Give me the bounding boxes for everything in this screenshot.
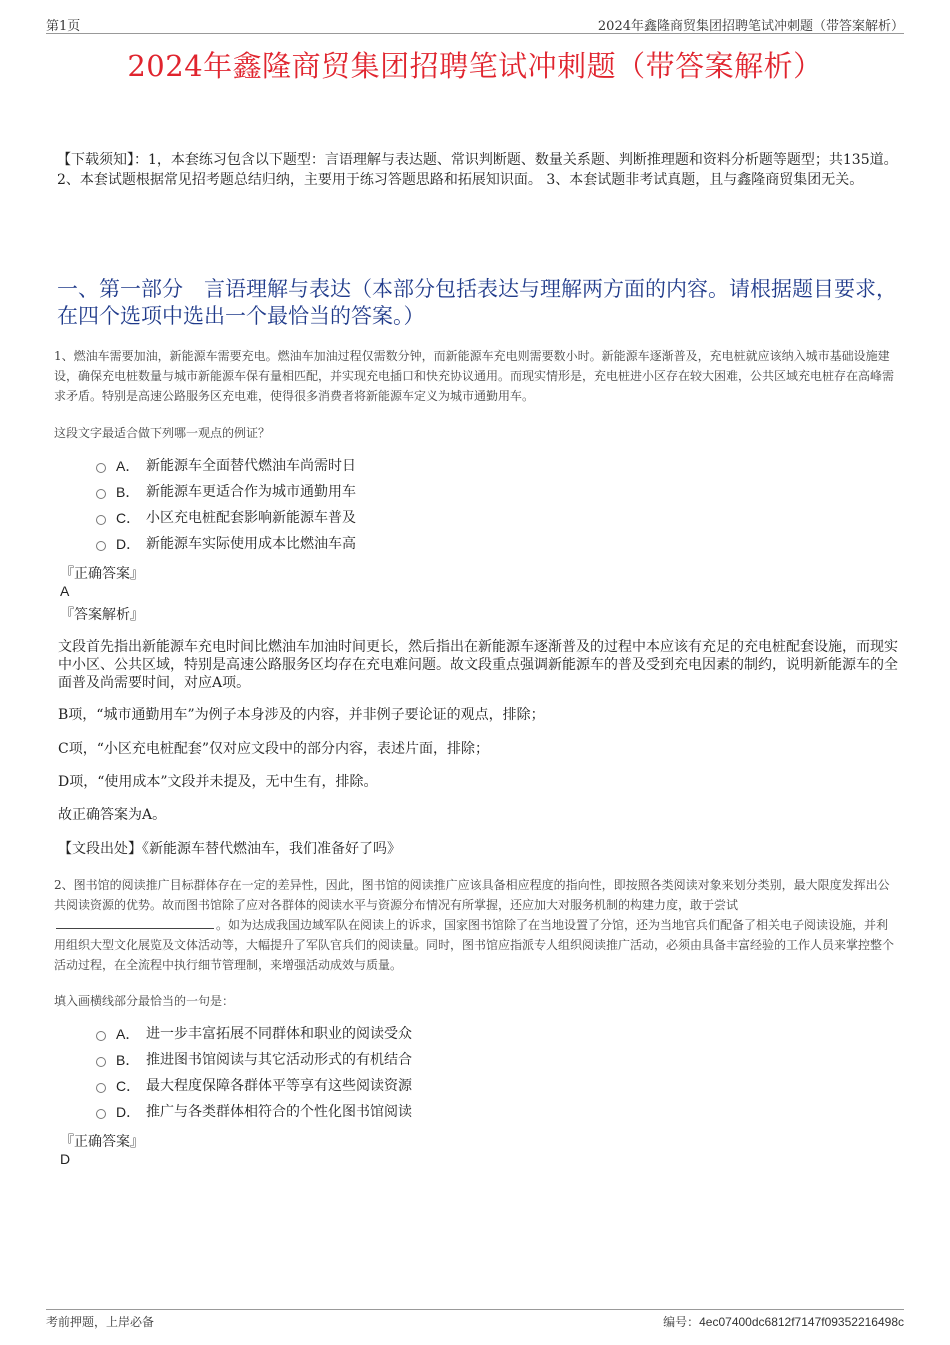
option-letter: B． xyxy=(116,1052,140,1068)
analysis-label: 『答案解析』 xyxy=(60,607,144,623)
option-text: 新能源车更适合作为城市通勤用车 xyxy=(146,484,356,500)
code-label: 编号： xyxy=(663,1315,700,1329)
footer-divider xyxy=(46,1309,904,1310)
page-number: 第1页 xyxy=(46,19,81,34)
download-notice: 【下载须知】：1，本套练习包含以下题型：言语理解与表达题、常识判断题、数量关系题、判断推理题和资料分析题等题型；共135道。 2、本套试题根据常见招考题总结归纳，主要用于练习答题思路和拓展知识面。 3、本套试题非考试真题，且与鑫隆商贸集团无关。 xyxy=(57,152,898,188)
option-text: 新能源车全面替代燃油车尚需时日 xyxy=(146,458,356,474)
header-doc-title: 2024年鑫隆商贸集团招聘笔试冲刺题（带答案解析） xyxy=(597,19,904,34)
document-title: 2024年鑫隆商贸集团招聘笔试冲刺题（带答案解析） xyxy=(127,49,823,83)
answer-label: 『正确答案』 xyxy=(60,566,144,582)
radio-icon[interactable] xyxy=(96,1057,106,1067)
question-1-text: 1、燃油车需要加油，新能源车需要充电。燃油车加油过程仅需数分钟，而新能源车充电则需要数小时。新能源车逐渐普及，充电桩就应该纳入城市基础设施建设，确保充电桩数量与城市新能源车保有量相匹配，并实现充电插口和快充协议通用。而现实情形是，充电桩进小区存在较大困难，公共区域充电桩存在高峰需求矛盾。特别是高速公路服务区充电难，使得很多消费者将新能源车定义为城市通勤用车。 xyxy=(54,349,895,403)
radio-icon[interactable] xyxy=(96,515,106,525)
option-letter: C． xyxy=(116,1078,141,1094)
footer-slogan: 考前押题，上岸必备 xyxy=(46,1315,155,1329)
option-text: 推进图书馆阅读与其它活动形式的有机结合 xyxy=(146,1052,412,1068)
option-b[interactable] xyxy=(96,1047,412,1073)
option-text: 小区充电桩配套影响新能源车普及 xyxy=(146,510,356,526)
section-heading: 一、第一部分 言语理解与表达（本部分包括表达与理解两方面的内容。请根据题目要求，在四个选项中选出一个最恰当的答案。） xyxy=(57,277,897,328)
option-text: 推广与各类群体相符合的个性化图书馆阅读 xyxy=(146,1104,412,1120)
analysis-conclusion: 故正确答案为A。 xyxy=(58,807,167,823)
fill-in-blank xyxy=(56,916,214,929)
option-text: 新能源车实际使用成本比燃油车高 xyxy=(146,536,356,552)
footer-code xyxy=(663,1313,904,1330)
analysis-paragraph: B项，“城市通勤用车”为例子本身涉及的内容，并非例子要论证的观点，排除； xyxy=(58,707,545,723)
question-1-prompt: 这段文字最适合做下列哪一观点的例证？ xyxy=(54,426,271,440)
correct-answer: A xyxy=(60,583,70,599)
text-source: 【文段出处】《新能源车替代燃油车，我们准备好了吗》 xyxy=(58,841,401,857)
radio-icon[interactable] xyxy=(96,489,106,499)
option-letter: B． xyxy=(116,484,140,500)
option-d[interactable] xyxy=(96,531,356,557)
option-letter: C． xyxy=(116,510,141,526)
header-divider xyxy=(46,33,904,34)
radio-icon[interactable] xyxy=(96,1109,106,1119)
option-d[interactable] xyxy=(96,1099,412,1125)
radio-icon[interactable] xyxy=(96,1083,106,1093)
option-b[interactable] xyxy=(96,479,356,505)
code-value: 4ec07400dc6812f7147f09352216498c xyxy=(699,1315,904,1329)
question-2-text xyxy=(54,875,899,975)
option-a[interactable] xyxy=(96,453,356,479)
option-letter: D． xyxy=(116,1104,141,1120)
option-letter: A． xyxy=(116,1026,140,1042)
option-letter: A． xyxy=(116,458,140,474)
question-2-options xyxy=(96,1021,412,1125)
option-text: 最大程度保障各群体平等享有这些阅读资源 xyxy=(146,1078,412,1094)
question-2-text-before: 2、图书馆的阅读推广目标群体存在一定的差异性，因此，图书馆的阅读推广应该具备相应程度的指向性，即按照各类阅读对象来划分类别，最大限度发挥出公共阅读资源的优势。故而图书馆除了应对各群体的阅读水平与资源分布情况有所掌握，还应加大对服务机制的构建力度，敢于尝试 xyxy=(54,878,890,912)
radio-icon[interactable] xyxy=(96,541,106,551)
analysis-paragraph: 文段首先指出新能源车充电时间比燃油车加油时间更长，然后指出在新能源车逐渐普及的过程中本应该有充足的充电桩配套设施，而现实中小区、公共区域，特别是高速公路服务区均存在充电难问题。故文段重点强调新能源车的普及受到充电因素的制约，说明新能源车的全面普及尚需要时间，对应A项。 xyxy=(58,639,898,691)
option-letter: D． xyxy=(116,536,141,552)
analysis-paragraph: D项，“使用成本”文段并未提及，无中生有，排除。 xyxy=(58,774,378,790)
option-c[interactable] xyxy=(96,1073,412,1099)
correct-answer: D xyxy=(60,1151,71,1167)
analysis-paragraph: C项，“小区充电桩配套”仅对应文段中的部分内容，表述片面，排除； xyxy=(58,741,490,757)
radio-icon[interactable] xyxy=(96,463,106,473)
answer-label: 『正确答案』 xyxy=(60,1134,144,1150)
question-2-text-after: 。如为达成我国边域军队在阅读上的诉求，国家图书馆除了在当地设置了分馆，还为当地官兵们配备了相关电子阅读设施，并利用组织大型文化展览及文体活动等，大幅提升了军队官兵们的阅读量。同时，图书馆应指派专人组织阅读推广活动，必须由具备丰富经验的工作人员来掌控整个活动过程，在全流程中执行细节管理制，来增强活动成效与质量。 xyxy=(54,918,895,972)
option-text: 进一步丰富拓展不同群体和职业的阅读受众 xyxy=(146,1026,412,1042)
option-a[interactable] xyxy=(96,1021,412,1047)
radio-icon[interactable] xyxy=(96,1031,106,1041)
question-1-options xyxy=(96,453,356,557)
question-2-prompt: 填入画横线部分最恰当的一句是： xyxy=(54,994,235,1008)
option-c[interactable] xyxy=(96,505,356,531)
